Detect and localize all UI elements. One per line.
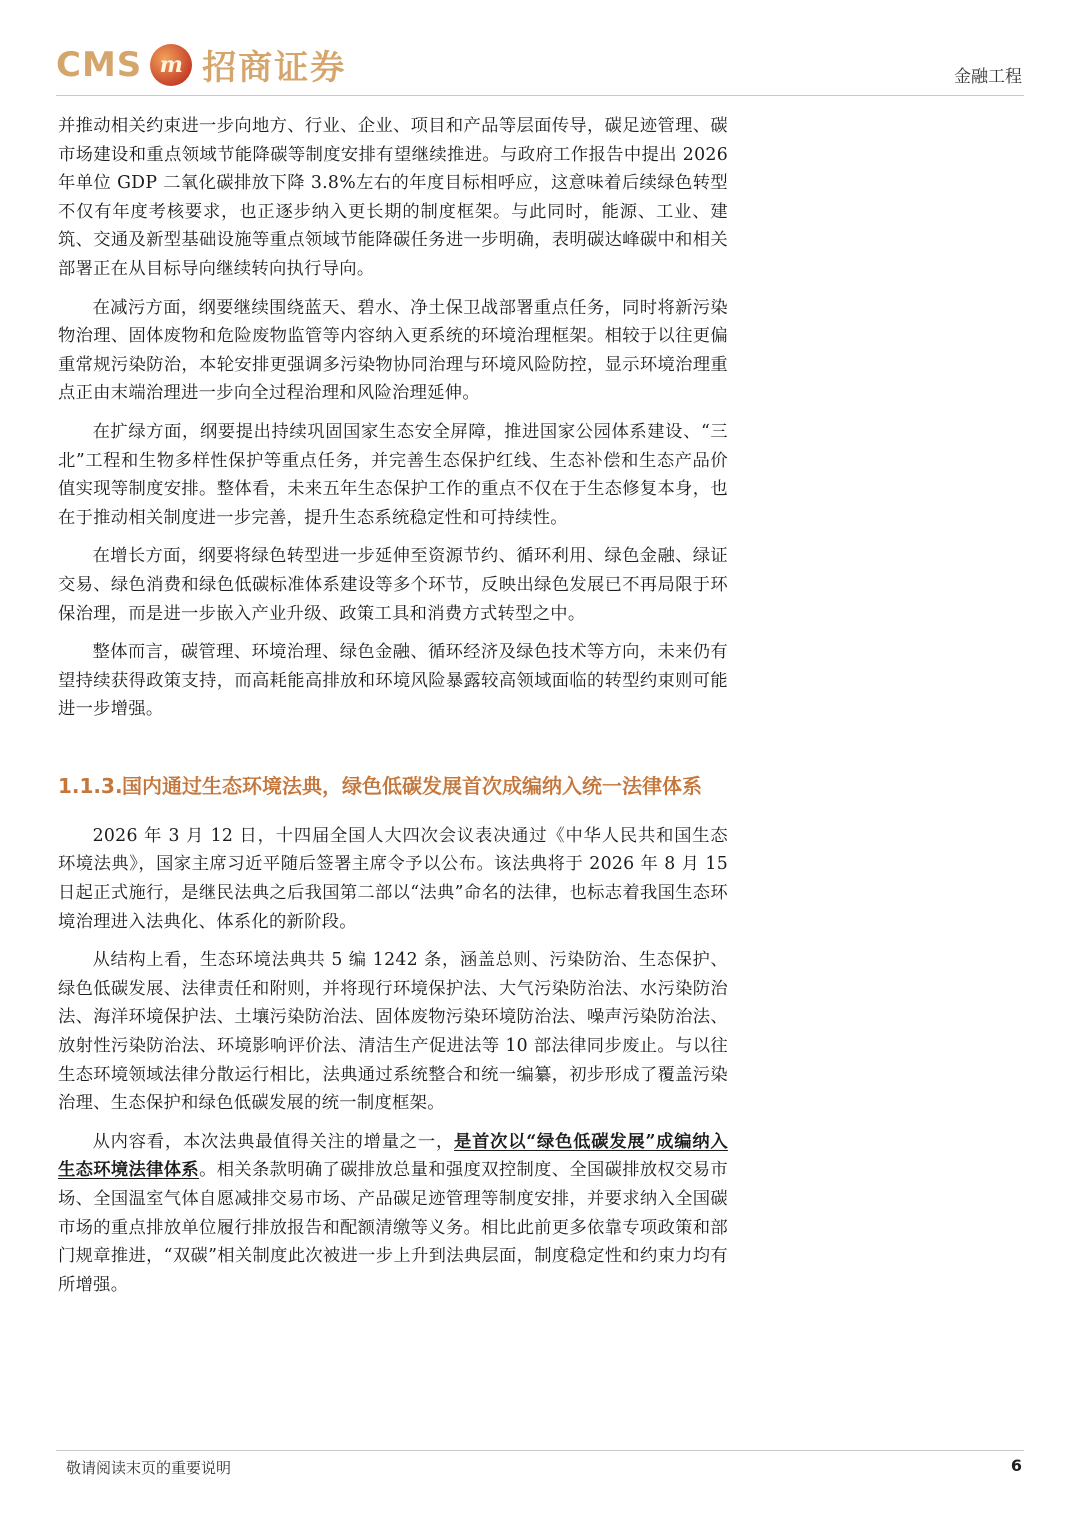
body-paragraph: 在减污方面，纲要继续围绕蓝天、碧水、净土保卫战部署重点任务，同时将新污染物治理、固体废物和危险废物监管等内容纳入更系统的环境治理框架。相较于以往更偏重常规污染防治，本轮安排更强调多污染物协同治理与环境风险防控，显示环境治理重点正由末端治理进一步向全过程治理和风险治理延伸。 <box>58 297 728 404</box>
body-paragraph: 在扩绿方面，纲要提出持续巩固国家生态安全屏障，推进国家公园体系建设、“三北”工程和生物多样性保护等重点任务，并完善生态保护红线、生态补偿和生态产品价值实现等制度安排。整体看，未来五年生态保护工作的重点不仅在于生态修复本身，也在于推动相关制度进一步完善，提升生态系统稳定性和可持续性。 <box>58 421 728 528</box>
body-paragraph: 从结构上看，生态环境法典共 5 编 1242 条，涵盖总则、污染防治、生态保护、绿色低碳发展、法律责任和附则，并将现行环境保护法、大气污染防治法、水污染防治法、海洋环境保护法、土壤污染防治法、固体废物污染环境防治法、噪声污染防治法、放射性污染防治法、环境影响评价法、清洁生产促进法等 10 部法律同步废止。与以往生态环境领域法律分散运行相比，法典通过系统整合和统一编纂，初步形成了覆盖污染治理、生态保护和绿色低碳发展的统一制度框架。 <box>58 950 728 1114</box>
paragraph-rest: 。相关条款明确了碳排放总量和强度双控制度、全国碳排放权交易市场、全国温室气体自愿减排交易市场、产品碳足迹管理等制度安排，并要求纳入全国碳市场的重点排放单位履行排放报告和配额清缴等义务。相比此前更多依靠专项政策和部门规章推进，“双碳”相关制度此次被进一步上升到法典层面，制度稳定性和约束力均有所增强。 <box>58 1160 728 1295</box>
section-heading-title: 国内通过生态环境法典，绿色低碳发展首次成编纳入统一法律体系 <box>122 773 702 798</box>
body-paragraph-highlight <box>58 1128 728 1300</box>
logo-cms-text: CMS <box>56 44 143 85</box>
logo-emblem-icon: m <box>150 44 192 86</box>
body-paragraph: 2026 年 3 月 12 日，十四届全国人大四次会议表决通过《中华人民共和国生态环境法典》，国家主席习近平随后签署主席令予以公布。该法典将于 2026 年 8 月 15 日起正式施行，是继民法典之后我国第二部以“法典”命名的法律，也标志着我国生态环境治理进入法典化、体系化的新阶段。 <box>58 825 728 932</box>
paragraph-lead: 从内容看，本次法典最值得关注的增量之一， <box>92 1131 455 1152</box>
cms-logo <box>56 40 346 89</box>
footer-disclaimer-note: 敬请阅读末页的重要说明 <box>66 1459 232 1477</box>
section-heading <box>58 768 728 804</box>
footer-divider <box>56 1450 1024 1451</box>
page-header <box>0 0 1080 100</box>
report-section-label: 金融工程 <box>954 67 1022 87</box>
header-divider <box>56 95 1024 96</box>
body-paragraph: 在增长方面，纲要将绿色转型进一步延伸至资源节约、循环利用、绿色金融、绿证交易、绿色消费和绿色低碳标准体系建设等多个环节，反映出绿色发展已不再局限于环保治理，而是进一步嵌入产业升级、政策工具和消费方式转型之中。 <box>58 546 728 624</box>
section-heading-number: 1.1.3. <box>58 773 123 798</box>
logo-company-name: 招商证券 <box>202 48 347 88</box>
key-highlight-text: 是首次以“绿色低碳发展”成编纳入生态环境法律体系 <box>58 1131 728 1181</box>
body-paragraph: 整体而言，碳管理、环境治理、绿色金融、循环经济及绿色技术等方向，未来仍有望持续获得政策支持，而高耗能高排放和环境风险暴露较高领域面临的转型约束则可能进一步增强。 <box>58 642 728 720</box>
document-body <box>58 112 728 1309</box>
body-paragraph: 并推动相关约束进一步向地方、行业、企业、项目和产品等层面传导，碳足迹管理、碳市场建设和重点领域节能降碳等制度安排有望继续推进。与政府工作报告中提出 2026 年单位 GDP 二氧化碳排放下降 3.8%左右的年度目标相呼应，这意味着后续绿色转型不仅有年度考核要求，也正逐步纳入更长期的制度框架。与此同时，能源、工业、建筑、交通及新型基础设施等重点领域节能降碳任务进一步明确，表明碳达峰碳中和相关部署正在从目标导向继续转向执行导向。 <box>58 116 728 279</box>
page-number: 6 <box>1010 1456 1022 1475</box>
